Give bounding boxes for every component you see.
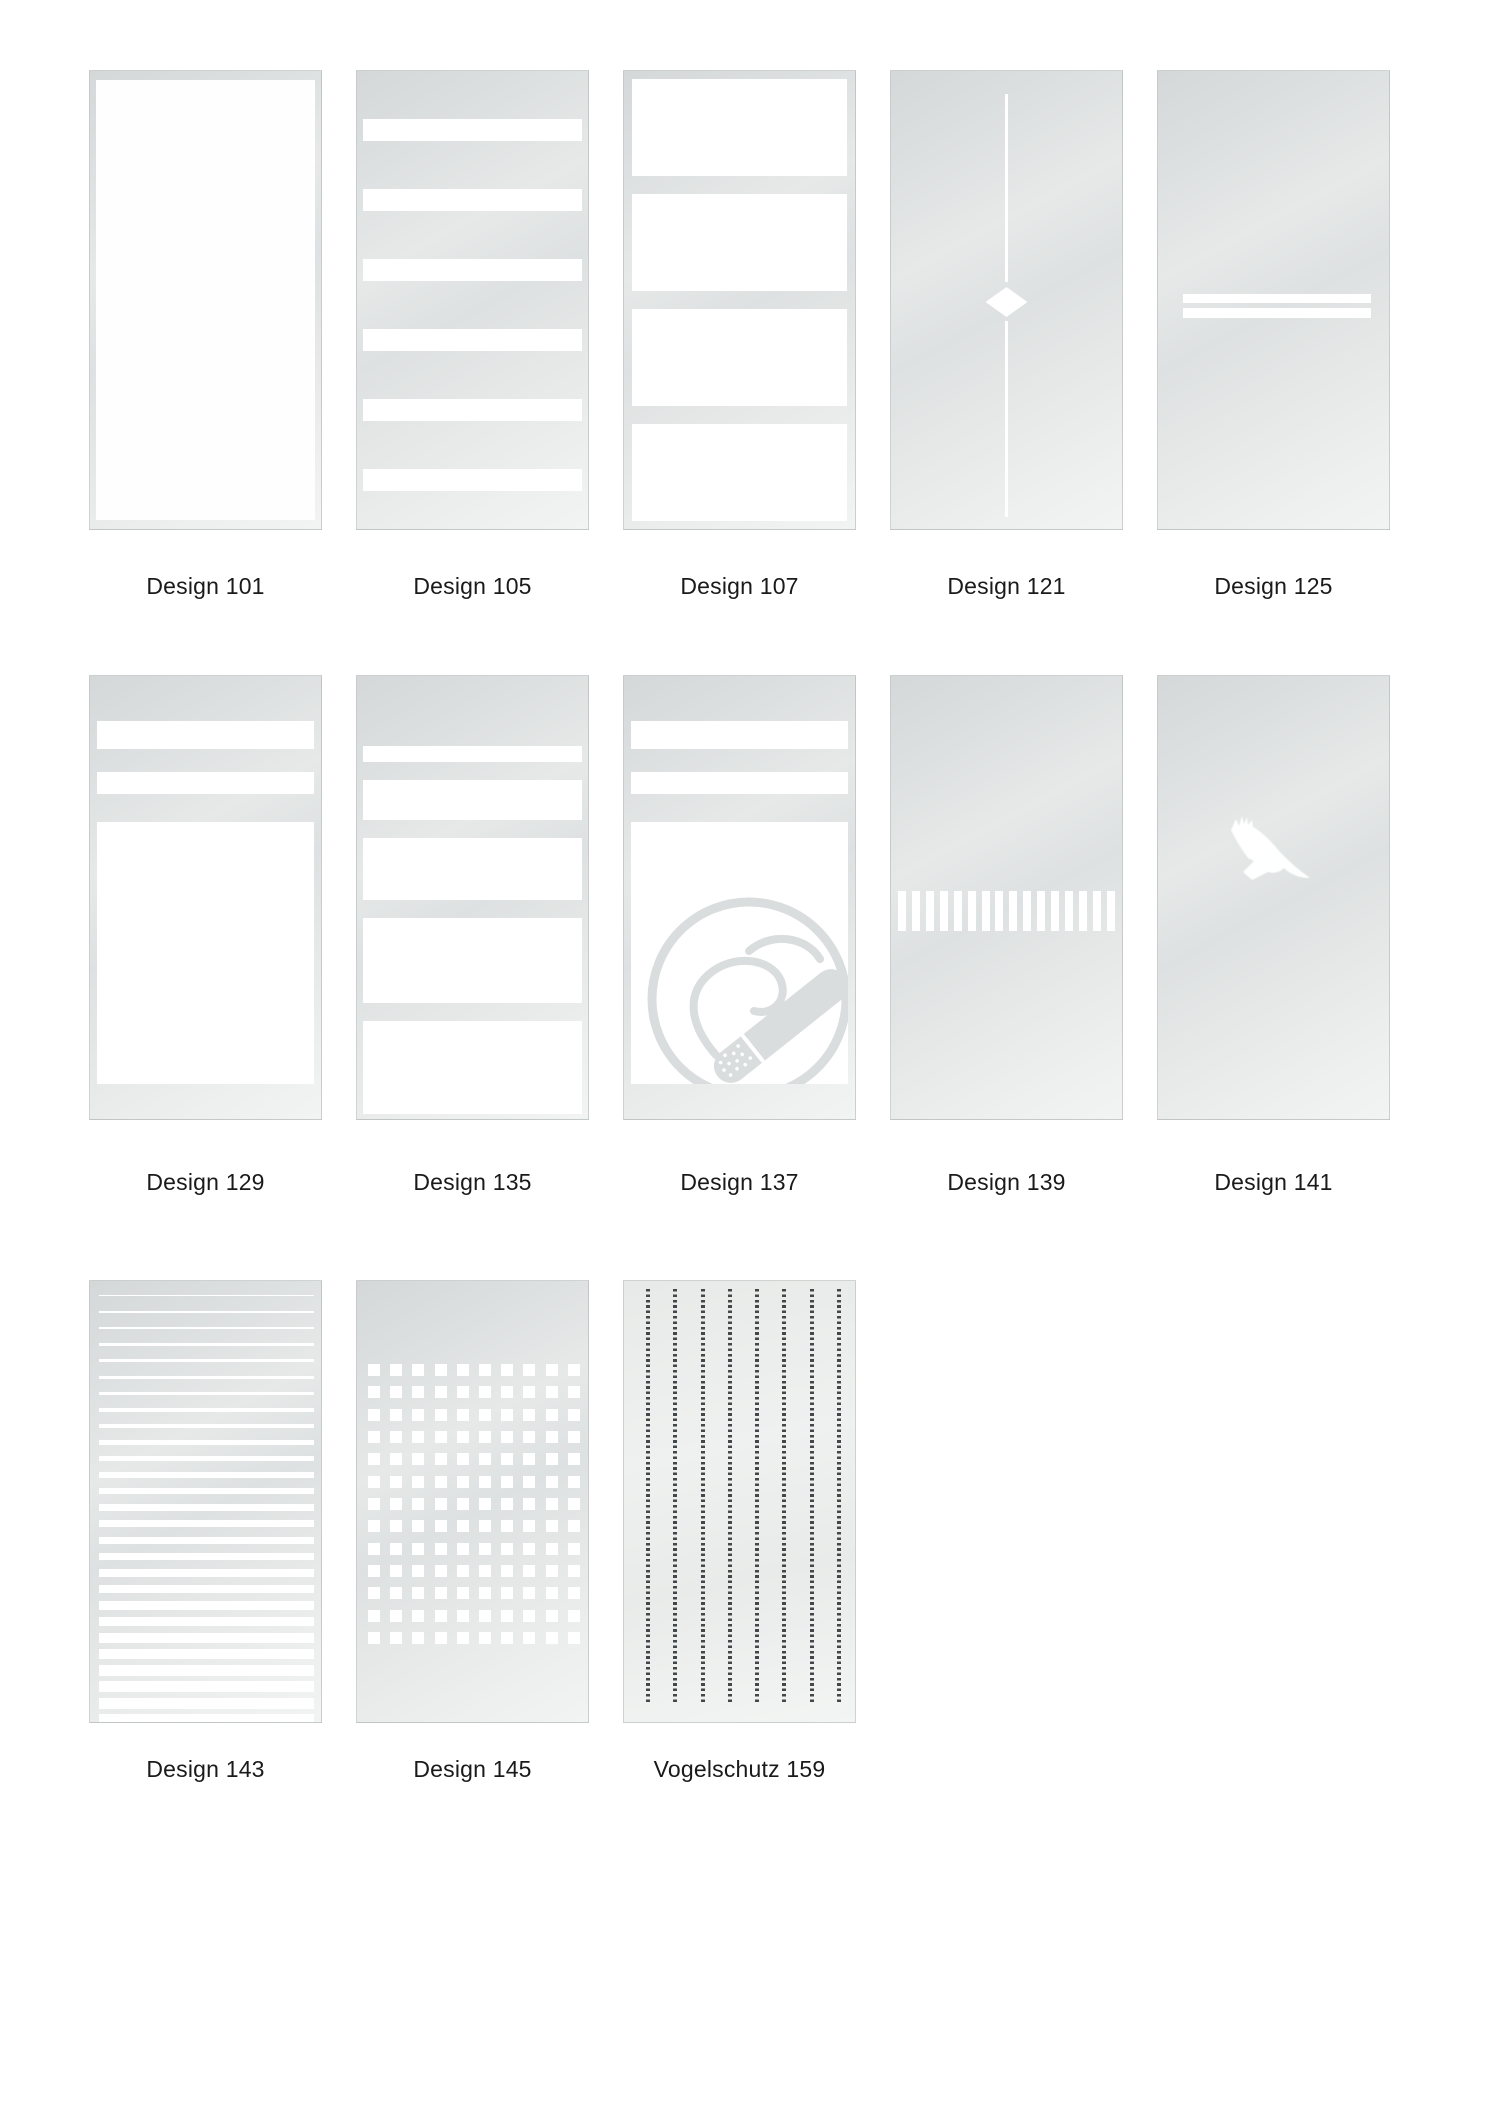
frosted-square xyxy=(390,1543,402,1555)
frosted-square xyxy=(523,1543,535,1555)
frosted-square xyxy=(546,1453,558,1465)
frosted-square xyxy=(390,1632,402,1644)
frosted-square xyxy=(479,1565,491,1577)
frosted-square xyxy=(368,1431,380,1443)
frosted-stripe xyxy=(97,772,314,794)
design-tile xyxy=(89,1280,322,1783)
frosted-square xyxy=(501,1565,513,1577)
frosted-square xyxy=(457,1364,469,1376)
frosted-square xyxy=(368,1520,380,1532)
frosted-bar xyxy=(1079,891,1087,931)
frosted-square xyxy=(546,1476,558,1488)
design-label: Design 125 xyxy=(1214,573,1333,599)
frosted-band xyxy=(363,1021,582,1114)
frosted-square xyxy=(568,1431,580,1443)
frosted-square xyxy=(435,1520,447,1532)
frosted-square xyxy=(568,1409,580,1421)
glass-panel-thumbnail xyxy=(89,1280,322,1723)
design-label: Design 139 xyxy=(947,1169,1066,1195)
graduated-stripe xyxy=(99,1601,314,1610)
design-row xyxy=(89,0,1499,600)
design-tile xyxy=(890,675,1123,1196)
frosted-square xyxy=(568,1498,580,1510)
frosted-band xyxy=(363,838,582,900)
frosted-square xyxy=(390,1364,402,1376)
frosted-bar xyxy=(1051,891,1059,931)
bird-silhouette-icon xyxy=(1228,814,1320,894)
dotted-line xyxy=(810,1289,814,1704)
frosted-square xyxy=(368,1498,380,1510)
frosted-bar xyxy=(1107,891,1115,931)
frosted-bar xyxy=(926,891,934,931)
glass-panel-thumbnail xyxy=(89,675,322,1120)
frosted-square xyxy=(435,1453,447,1465)
frosted-square xyxy=(568,1632,580,1644)
dotted-line xyxy=(728,1289,732,1704)
frosted-bar xyxy=(940,891,948,931)
design-row xyxy=(89,1280,1499,1783)
frosted-bar xyxy=(1093,891,1101,931)
frosted-square xyxy=(501,1587,513,1599)
graduated-stripe xyxy=(99,1424,314,1429)
frosted-square xyxy=(412,1476,424,1488)
dotted-line xyxy=(837,1289,841,1704)
frosted-square xyxy=(435,1632,447,1644)
frosted-square xyxy=(479,1632,491,1644)
frosted-square xyxy=(435,1610,447,1622)
frosted-line xyxy=(1183,294,1371,303)
dotted-line xyxy=(755,1289,759,1704)
frosted-square xyxy=(523,1431,535,1443)
design-tile xyxy=(89,70,322,600)
frosted-square xyxy=(546,1386,558,1398)
frosted-square xyxy=(479,1587,491,1599)
graduated-stripe xyxy=(99,1408,314,1412)
frosted-square xyxy=(457,1476,469,1488)
frosted-band xyxy=(363,918,582,1003)
frosted-square xyxy=(546,1587,558,1599)
graduated-stripe xyxy=(99,1585,314,1593)
frosted-square xyxy=(546,1431,558,1443)
frosted-square xyxy=(390,1386,402,1398)
frosted-square xyxy=(390,1453,402,1465)
frosted-square xyxy=(412,1565,424,1577)
frosted-area xyxy=(96,80,315,520)
frosted-square xyxy=(435,1409,447,1421)
frosted-square xyxy=(568,1587,580,1599)
frosted-square xyxy=(368,1409,380,1421)
frosted-square xyxy=(368,1386,380,1398)
frosted-square xyxy=(568,1610,580,1622)
frosted-square xyxy=(368,1632,380,1644)
glass-panel-thumbnail xyxy=(623,1280,856,1723)
frosted-square xyxy=(457,1543,469,1555)
frosted-square xyxy=(501,1476,513,1488)
frosted-square xyxy=(546,1632,558,1644)
square-grid-pattern xyxy=(368,1364,580,1644)
frosted-square xyxy=(479,1610,491,1622)
frosted-square xyxy=(390,1431,402,1443)
frosted-stripe xyxy=(363,469,582,491)
frosted-square xyxy=(523,1386,535,1398)
frosted-square xyxy=(412,1543,424,1555)
design-label: Design 101 xyxy=(146,573,265,599)
frosted-bar xyxy=(995,891,1003,931)
frosted-square xyxy=(501,1498,513,1510)
frosted-square xyxy=(435,1476,447,1488)
frosted-square xyxy=(412,1520,424,1532)
frosted-square xyxy=(390,1520,402,1532)
design-label: Design 135 xyxy=(413,1169,532,1195)
dotted-line xyxy=(673,1289,677,1704)
frosted-square xyxy=(435,1431,447,1443)
diamond-shape xyxy=(986,287,1028,317)
frosted-bar xyxy=(954,891,962,931)
frosted-square xyxy=(412,1409,424,1421)
frosted-square xyxy=(368,1543,380,1555)
frosted-stripe xyxy=(363,119,582,141)
frosted-stripe xyxy=(631,772,848,794)
graduated-stripe xyxy=(99,1698,314,1709)
frosted-square xyxy=(479,1498,491,1510)
frosted-square xyxy=(435,1364,447,1376)
design-tile xyxy=(1157,675,1390,1196)
frosted-square xyxy=(501,1364,513,1376)
frosted-bar xyxy=(898,891,906,931)
graduated-stripe xyxy=(99,1327,314,1329)
glass-panel-thumbnail xyxy=(890,675,1123,1120)
frosted-square xyxy=(546,1610,558,1622)
frosted-line xyxy=(1183,308,1371,318)
frosted-square xyxy=(412,1431,424,1443)
frosted-square xyxy=(479,1386,491,1398)
frosted-square xyxy=(568,1476,580,1488)
graduated-stripe xyxy=(99,1633,314,1643)
glass-panel-thumbnail xyxy=(356,675,589,1120)
frosted-square xyxy=(568,1364,580,1376)
bar-band-pattern xyxy=(898,891,1115,931)
frosted-square xyxy=(568,1453,580,1465)
glass-panel-thumbnail xyxy=(623,70,856,530)
graduated-stripe-pattern xyxy=(99,1281,314,1722)
frosted-square xyxy=(523,1565,535,1577)
design-label: Design 145 xyxy=(413,1756,532,1782)
design-tile xyxy=(890,70,1123,600)
frosted-square xyxy=(368,1587,380,1599)
glass-panel-thumbnail xyxy=(89,70,322,530)
frosted-square xyxy=(479,1453,491,1465)
frosted-square xyxy=(390,1610,402,1622)
frosted-square xyxy=(368,1476,380,1488)
stripe-pattern xyxy=(363,71,582,529)
design-tile xyxy=(623,70,856,600)
frosted-square xyxy=(501,1610,513,1622)
frosted-square xyxy=(457,1610,469,1622)
frosted-square xyxy=(390,1587,402,1599)
frosted-square xyxy=(457,1632,469,1644)
frosted-square xyxy=(457,1453,469,1465)
frosted-square xyxy=(479,1364,491,1376)
frosted-stripe xyxy=(631,721,848,749)
frosted-square xyxy=(435,1565,447,1577)
frosted-square xyxy=(368,1565,380,1577)
graduated-stripe xyxy=(99,1488,314,1494)
frosted-square xyxy=(412,1587,424,1599)
frosted-square xyxy=(390,1498,402,1510)
frosted-square xyxy=(412,1364,424,1376)
graduated-stripe xyxy=(99,1714,314,1723)
frosted-square xyxy=(501,1453,513,1465)
frosted-square xyxy=(435,1498,447,1510)
vertical-line xyxy=(1005,321,1008,517)
graduated-stripe xyxy=(99,1537,314,1544)
frosted-square xyxy=(501,1543,513,1555)
frosted-band xyxy=(632,424,847,521)
design-tile xyxy=(1157,70,1390,600)
frosted-square xyxy=(412,1453,424,1465)
graduated-stripe xyxy=(99,1456,314,1461)
frosted-square xyxy=(412,1498,424,1510)
frosted-square xyxy=(501,1520,513,1532)
frosted-square xyxy=(457,1565,469,1577)
frosted-square xyxy=(546,1364,558,1376)
frosted-stripe xyxy=(363,329,582,351)
design-label: Design 107 xyxy=(680,573,799,599)
frosted-square xyxy=(546,1498,558,1510)
frosted-square xyxy=(368,1364,380,1376)
frosted-square xyxy=(457,1520,469,1532)
frosted-band xyxy=(363,780,582,820)
frosted-bar xyxy=(968,891,976,931)
frosted-square xyxy=(479,1431,491,1443)
frosted-square xyxy=(523,1498,535,1510)
frosted-square xyxy=(523,1610,535,1622)
frosted-square xyxy=(568,1543,580,1555)
graduated-stripe xyxy=(99,1359,314,1362)
frosted-square xyxy=(501,1431,513,1443)
frosted-square xyxy=(390,1476,402,1488)
graduated-stripe xyxy=(99,1376,314,1379)
frosted-square xyxy=(435,1543,447,1555)
graduated-stripe xyxy=(99,1569,314,1577)
frosted-window xyxy=(631,822,848,1084)
frosted-square xyxy=(501,1409,513,1421)
frosted-square xyxy=(412,1632,424,1644)
frosted-square xyxy=(457,1587,469,1599)
frosted-stripe xyxy=(363,189,582,211)
frosted-square xyxy=(523,1520,535,1532)
graduated-stripe xyxy=(99,1681,314,1692)
frosted-square xyxy=(479,1476,491,1488)
frosted-square xyxy=(523,1587,535,1599)
frosted-square xyxy=(390,1565,402,1577)
frosted-square xyxy=(457,1498,469,1510)
graduated-stripe xyxy=(99,1472,314,1478)
graduated-stripe xyxy=(99,1504,314,1510)
frosted-square xyxy=(523,1364,535,1376)
design-label: Vogelschutz 159 xyxy=(653,1756,826,1782)
design-tile xyxy=(623,1280,856,1783)
frosted-square xyxy=(479,1543,491,1555)
frosted-square xyxy=(412,1610,424,1622)
glass-panel-thumbnail xyxy=(356,70,589,530)
graduated-stripe xyxy=(99,1343,314,1346)
frosted-band xyxy=(632,194,847,291)
frosted-band xyxy=(363,746,582,762)
graduated-stripe xyxy=(99,1553,314,1561)
frosted-square xyxy=(523,1453,535,1465)
frosted-square xyxy=(568,1386,580,1398)
glass-panel-thumbnail xyxy=(890,70,1123,530)
dotted-line xyxy=(782,1289,786,1704)
frosted-square xyxy=(523,1632,535,1644)
glass-panel-thumbnail xyxy=(1157,70,1390,530)
frosted-band xyxy=(632,79,847,176)
smoking-cigarette-icon xyxy=(631,822,848,1084)
frosted-square xyxy=(546,1543,558,1555)
frosted-square xyxy=(479,1409,491,1421)
design-row xyxy=(89,675,1499,1196)
frosted-square xyxy=(368,1610,380,1622)
design-label: Design 121 xyxy=(947,573,1066,599)
design-tile xyxy=(356,1280,589,1783)
design-label: Design 143 xyxy=(146,1756,265,1782)
frosted-square xyxy=(435,1587,447,1599)
graduated-stripe xyxy=(99,1665,314,1675)
frosted-stripe xyxy=(363,259,582,281)
glass-panel-thumbnail xyxy=(623,675,856,1120)
frosted-bar xyxy=(1037,891,1045,931)
frosted-window xyxy=(97,822,314,1084)
design-tile xyxy=(89,675,322,1196)
design-label: Design 137 xyxy=(680,1169,799,1195)
frosted-square xyxy=(523,1409,535,1421)
frosted-square xyxy=(501,1632,513,1644)
design-tile xyxy=(356,70,589,600)
graduated-stripe xyxy=(99,1520,314,1527)
design-label: Design 105 xyxy=(413,573,532,599)
graduated-stripe xyxy=(99,1617,314,1626)
frosted-square xyxy=(412,1386,424,1398)
glass-panel-thumbnail xyxy=(356,1280,589,1723)
frosted-bar xyxy=(1023,891,1031,931)
frosted-square xyxy=(568,1565,580,1577)
frosted-bar xyxy=(1065,891,1073,931)
glass-panel-thumbnail xyxy=(1157,675,1390,1120)
frosted-bar xyxy=(982,891,990,931)
graduated-stripe xyxy=(99,1295,314,1296)
vertical-line xyxy=(1005,94,1008,282)
frosted-square xyxy=(457,1386,469,1398)
frosted-square xyxy=(435,1386,447,1398)
design-tile xyxy=(356,675,589,1196)
frosted-square xyxy=(523,1476,535,1488)
frosted-bar xyxy=(912,891,920,931)
frosted-stripe xyxy=(363,399,582,421)
frosted-square xyxy=(546,1520,558,1532)
design-label: Design 141 xyxy=(1214,1169,1333,1195)
design-label: Design 129 xyxy=(146,1169,265,1195)
graduated-stripe xyxy=(99,1440,314,1445)
dotted-line-pattern xyxy=(646,1289,841,1704)
frosted-square xyxy=(457,1431,469,1443)
frosted-stripe xyxy=(97,721,314,749)
frosted-square xyxy=(390,1409,402,1421)
graduated-stripe xyxy=(99,1392,314,1396)
band-pattern xyxy=(632,79,847,521)
frosted-square xyxy=(368,1453,380,1465)
design-tile xyxy=(623,675,856,1196)
frosted-square xyxy=(546,1565,558,1577)
graduated-stripe xyxy=(99,1311,314,1313)
dotted-line xyxy=(646,1289,650,1704)
frosted-square xyxy=(546,1409,558,1421)
frosted-band xyxy=(632,309,847,406)
dotted-line xyxy=(701,1289,705,1704)
frosted-square xyxy=(568,1520,580,1532)
graduated-stripe xyxy=(99,1649,314,1659)
frosted-square xyxy=(457,1409,469,1421)
frosted-square xyxy=(501,1386,513,1398)
frosted-square xyxy=(479,1520,491,1532)
frosted-bar xyxy=(1009,891,1017,931)
